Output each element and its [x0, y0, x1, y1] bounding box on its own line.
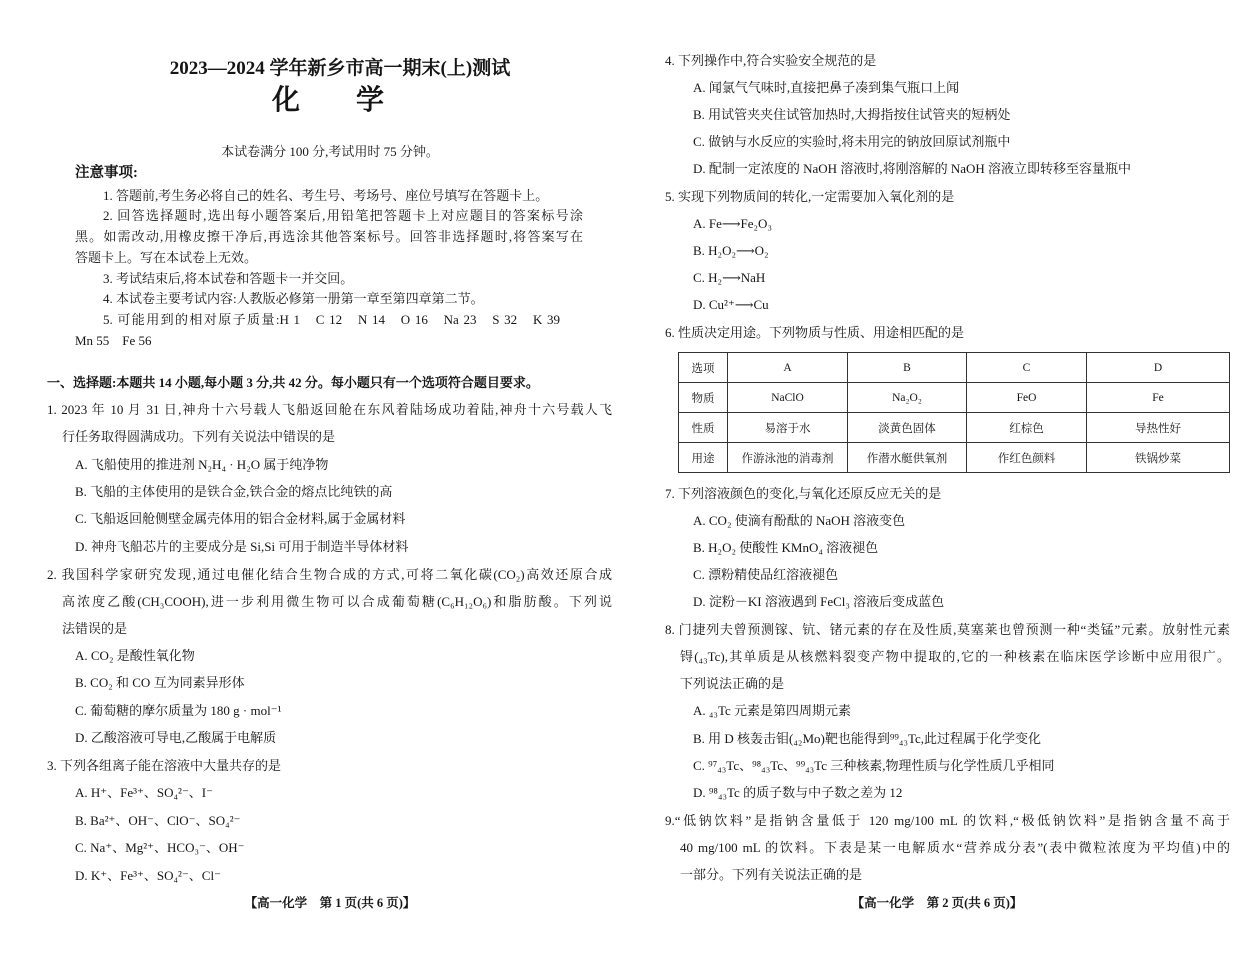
question-stem: 下列说法正确的是 — [680, 676, 785, 691]
notice-line: 3. 考试结束后,将本试卷和答题卡一并交回。 — [103, 271, 354, 286]
table-cell: 作红色颜料 — [967, 443, 1087, 473]
option-d: D. ⁹⁸₄₃Tc 的质子数与中子数之差为 12 — [693, 785, 903, 800]
option-c: C. ⁹⁷₄₃Tc、⁹⁸₄₃Tc、⁹⁹₄₃Tc 三种核素,物理性质与化学性质几乎相同 — [693, 758, 1055, 773]
table-header-cell: D — [1087, 353, 1230, 383]
question-stem: 法错误的是 — [62, 621, 128, 636]
option-b: B. 用试管夹夹住试管加热时,大拇指按住试管夹的短柄处 — [693, 107, 1011, 122]
question-stem: 4. 下列操作中,符合实验安全规范的是 — [665, 53, 877, 68]
subject-title: 化 学 — [271, 85, 384, 116]
table-row — [679, 413, 1230, 443]
page-footer: 【高一化学 第 1 页(共 6 页)】 — [244, 896, 416, 910]
table-row — [679, 383, 1230, 413]
table-cell: 铁锅炒菜 — [1087, 443, 1230, 473]
table-header-row — [679, 353, 1230, 383]
option-a: A. 闻氯气气味时,直接把鼻子凑到集气瓶口上闻 — [693, 80, 960, 95]
property-table — [678, 352, 1230, 473]
question-stem: 40 mg/100 mL 的饮料。下表是某一电解质水“营养成分表”(表中微粒浓度为平均值)中的 — [680, 840, 1230, 855]
question-stem: 高浓度乙酸(CH₃COOH),进一步利用微生物可以合成葡萄糖(C₆H₁₂O₆)和脂肪酸。下列说 — [62, 594, 612, 609]
table-cell: Fe — [1087, 383, 1230, 413]
question-stem: 6. 性质决定用途。下列物质与性质、用途相匹配的是 — [665, 325, 965, 340]
table-header-cell: A — [728, 353, 848, 383]
notice-line: Mn 55 Fe 56 — [75, 333, 152, 348]
option-b: B. H₂O₂ 使酸性 KMnO₄ 溶液褪色 — [693, 540, 879, 555]
option-d: D. K⁺、Fe³⁺、SO₄²⁻、Cl⁻ — [75, 868, 221, 883]
option-d: D. Cu²⁺⟶Cu — [693, 297, 769, 312]
notice-heading: 注意事项: — [75, 165, 138, 181]
question-stem: 7. 下列溶液颜色的变化,与氧化还原反应无关的是 — [665, 486, 942, 501]
table-row-label: 性质 — [679, 413, 728, 443]
option-a: A. ₄₃Tc 元素是第四周期元素 — [693, 703, 852, 718]
score-note: 本试卷满分 100 分,考试用时 75 分钟。 — [221, 144, 439, 159]
option-c: C. 做钠与水反应的实验时,将未用完的钠放回原试剂瓶中 — [693, 134, 1011, 149]
option-c: C. 飞船返回舱侧壁金属壳体用的铝合金材料,属于金属材料 — [75, 511, 406, 526]
table-row-label: 用途 — [679, 443, 728, 473]
notice-line: 4. 本试卷主要考试内容:人教版必修第一册第一章至第四章第二节。 — [103, 291, 484, 306]
table-cell: 易溶于水 — [728, 413, 848, 443]
table-cell: 淡黄色固体 — [848, 413, 967, 443]
option-d: D. 神舟飞船芯片的主要成分是 Si,Si 可用于制造半导体材料 — [75, 539, 409, 554]
table-cell: 导热性好 — [1087, 413, 1230, 443]
option-c: C. 漂粉精使品红溶液褪色 — [693, 567, 839, 582]
table-cell: FeO — [967, 383, 1087, 413]
notice-line: 2. 回答选择题时,选出每小题答案后,用铅笔把答题卡上对应题目的答案标号涂 — [103, 208, 583, 223]
option-a: A. H⁺、Fe³⁺、SO₄²⁻、I⁻ — [75, 785, 213, 800]
question-stem: 3. 下列各组离子能在溶液中大量共存的是 — [47, 758, 282, 773]
table-header-cell: B — [848, 353, 967, 383]
option-c: C. H₂⟶NaH — [693, 270, 766, 285]
option-c: C. Na⁺、Mg²⁺、HCO₃⁻、OH⁻ — [75, 840, 245, 855]
option-d: D. 配制一定浓度的 NaOH 溶液时,将刚溶解的 NaOH 溶液立即转移至容量瓶中 — [693, 161, 1132, 176]
option-a: A. CO₂ 使滴有酚酞的 NaOH 溶液变色 — [693, 513, 906, 528]
question-stem: 8. 门捷列夫曾预测镓、钪、锗元素的存在及性质,莫塞莱也曾预测一种“类锰”元素。放射性元素 — [665, 622, 1230, 637]
question-stem: 9.“低钠饮料”是指钠含量低于 120 mg/100 mL 的饮料,“极低钠饮料”是指钠含量不高于 — [665, 813, 1230, 828]
question-stem: 锝(₄₃Tc),其单质是从核燃料裂变产物中提取的,它的一种核素在临床医学诊断中应用很广。 — [680, 649, 1230, 664]
question-stem: 1. 2023 年 10 月 31 日,神舟十六号载人飞船返回舱在东风着陆场成功着陆,神舟十六号载人飞 — [47, 402, 612, 417]
exam-title: 2023—2024 学年新乡市高一期末(上)测试 — [169, 58, 511, 79]
table-cell: 作潜水艇供氧剂 — [848, 443, 967, 473]
page-footer: 【高一化学 第 2 页(共 6 页)】 — [851, 896, 1023, 910]
table-cell: 红棕色 — [967, 413, 1087, 443]
option-a: A. 飞船使用的推进剂 N₂H₄ · H₂O 属于纯净物 — [75, 457, 329, 472]
question-stem: 5. 实现下列物质间的转化,一定需要加入氧化剂的是 — [665, 189, 955, 204]
table-cell: NaClO — [728, 383, 848, 413]
question-stem: 2. 我国科学家研究发现,通过电催化结合生物合成的方式,可将二氧化碳(CO₂)高效还原合成 — [47, 567, 612, 582]
option-c: C. 葡萄糖的摩尔质量为 180 g · mol⁻¹ — [75, 703, 282, 718]
option-b: B. 飞船的主体使用的是铁合金,铁合金的熔点比纯铁的高 — [75, 484, 393, 499]
notice-line: 5. 可能用到的相对原子质量:H 1 C 12 N 14 O 16 Na 23 S 32 K 39 — [103, 312, 560, 327]
option-a: A. CO₂ 是酸性氧化物 — [75, 648, 195, 663]
table-header-cell: 选项 — [679, 353, 728, 383]
table-cell: Na₂O₂ — [848, 383, 967, 413]
option-b: B. Ba²⁺、OH⁻、ClO⁻、SO₄²⁻ — [75, 813, 241, 828]
option-d: D. 乙酸溶液可导电,乙酸属于电解质 — [75, 730, 277, 745]
table-row — [679, 443, 1230, 473]
table-row-label: 物质 — [679, 383, 728, 413]
table-cell: 作游泳池的消毒剂 — [728, 443, 848, 473]
option-a: A. Fe⟶Fe₂O₃ — [693, 216, 772, 231]
option-b: B. CO₂ 和 CO 互为同素异形体 — [75, 675, 245, 690]
section-heading: 一、选择题:本题共 14 小题,每小题 3 分,共 42 分。每小题只有一个选项符合题目要求。 — [47, 375, 539, 390]
option-b: B. H₂O₂⟶O₂ — [693, 243, 769, 258]
question-stem: 行任务取得圆满成功。下列有关说法中错误的是 — [62, 429, 336, 444]
question-stem: 一部分。下列有关说法正确的是 — [680, 867, 863, 882]
notice-line: 黑。如需改动,用橡皮擦干净后,再选涂其他答案标号。回答非选择题时,将答案写在 — [75, 229, 583, 244]
notice-line: 答题卡上。写在本试卷上无效。 — [75, 250, 258, 265]
notice-line: 1. 答题前,考生务必将自己的姓名、考生号、考场号、座位号填写在答题卡上。 — [103, 188, 549, 203]
table-header-cell: C — [967, 353, 1087, 383]
option-d: D. 淀粉－KI 溶液遇到 FeCl₃ 溶液后变成蓝色 — [693, 594, 945, 609]
option-b: B. 用 D 核轰击钼(₄₂Mo)靶也能得到⁹⁹₄₃Tc,此过程属于化学变化 — [693, 731, 1042, 746]
